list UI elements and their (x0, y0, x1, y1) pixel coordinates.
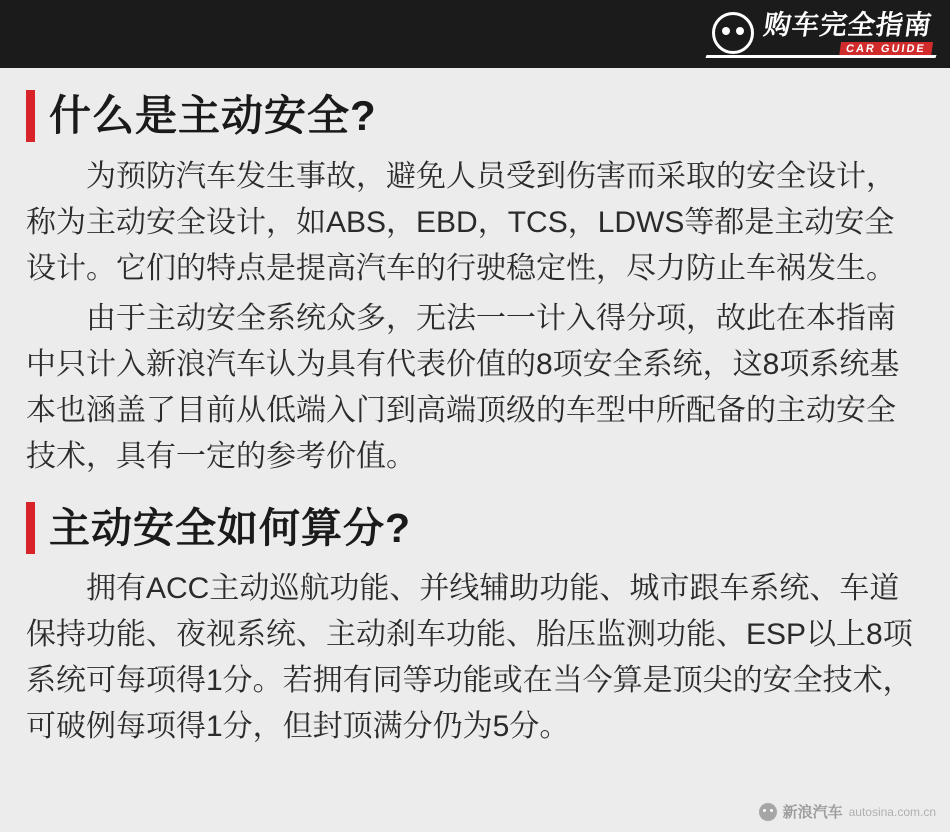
paragraph-2-1: 拥有ACC主动巡航功能、并线辅助功能、城市跟车系统、车道保持功能、夜视系统、主动刹车功能、胎压监测功能、ESP以上8项系统可每项得1分。若拥有同等功能或在当今算是顶尖的安全技术，可破例每项得1分，但封顶满分仍为5分。 (26, 572, 913, 743)
watermark (759, 801, 936, 822)
section-title-1: 什么是主动安全? (49, 92, 377, 139)
section-active-safety-definition (26, 90, 924, 480)
section-heading-2 (26, 502, 924, 554)
brand-text-group (761, 9, 935, 57)
section-title-2: 主动安全如何算分? (49, 505, 412, 551)
article-content (0, 68, 950, 750)
brand-lockup (712, 8, 935, 58)
sina-auto-logo-icon (759, 803, 777, 821)
section-heading-1 (26, 90, 924, 142)
brand-title: 购车完全指南 (761, 9, 935, 40)
header-bar (0, 0, 950, 68)
car-guide-logo-icon (712, 12, 754, 54)
heading-accent-bar (26, 502, 35, 554)
watermark-name: 新浪汽车 (782, 804, 843, 821)
paragraph-1-2: 由于主动安全系统众多，无法一一计入得分项，故此在本指南中只计入新浪汽车认为具有代表价值的8项安全系统，这8项系统基本也涵盖了目前从低端入门到高端顶级的车型中所配备的主动安全技术，具有一定的参考价值。 (26, 302, 900, 473)
paragraph-1-1: 为预防汽车发生事故，避免人员受到伤害而采取的安全设计，称为主动安全设计，如ABS，EBD，TCS，LDWS等都是主动安全设计。它们的特点是提高汽车的行驶稳定性，尽力防止车祸发生。 (26, 160, 896, 285)
brand-subtitle: CAR GUIDE (839, 42, 933, 57)
section-active-safety-scoring (26, 502, 924, 750)
brand-underline-decoration (705, 55, 936, 58)
heading-accent-bar (26, 90, 35, 142)
watermark-url: autosina.com.cn (848, 804, 936, 819)
